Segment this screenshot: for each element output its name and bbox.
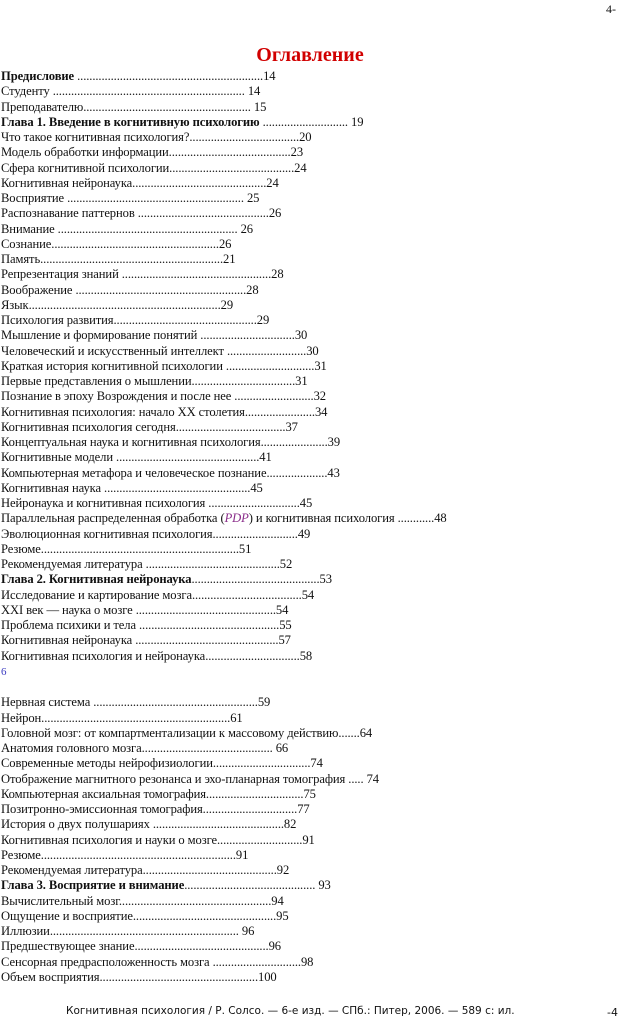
toc-entry-leader: ........................................................ xyxy=(72,282,247,297)
toc-entry-leader: ........................................................... xyxy=(54,221,241,236)
toc-entry-label-after: ) и когнитивная психология xyxy=(248,511,395,526)
toc-section-1b xyxy=(1,481,616,512)
toc-entry[interactable] xyxy=(1,588,616,603)
toc-entry-label: Нейрон xyxy=(1,710,42,725)
toc-entry[interactable] xyxy=(1,802,616,817)
toc-entry[interactable] xyxy=(1,955,616,970)
toc-entry-label: Распознавание паттернов xyxy=(1,206,135,221)
toc-entry[interactable] xyxy=(1,237,616,252)
toc-entry-label: Рекомендуемая литература xyxy=(1,863,143,877)
toc-entry-label: Глава 1. Введение в когнитивную психологию xyxy=(1,114,260,129)
toc-entry-label: Преподавателю xyxy=(1,99,84,114)
toc-entry-label: Когнитивная нейронаука xyxy=(1,633,133,648)
toc-entry[interactable] xyxy=(1,756,616,771)
toc-entry-page: 45 xyxy=(250,480,263,495)
toc-entry-leader: ....... xyxy=(338,725,360,740)
toc-entry-label: Когнитивная психология и науки о мозге xyxy=(1,832,217,847)
toc-entry-label: Предисловие xyxy=(1,69,75,83)
toc-entry-leader: ............................................... xyxy=(132,908,277,923)
toc-entry-label-before: Параллельная распределенная обработка ( xyxy=(1,511,225,526)
toc-entry[interactable] xyxy=(1,572,616,587)
toc-entry-page: 26 xyxy=(268,206,282,221)
toc-entry-leader: .................................. xyxy=(191,374,296,388)
toc-entry-label: Сенсорная предрасположенность мозга xyxy=(1,954,210,969)
toc-entry-page: 66 xyxy=(275,741,289,755)
toc-entry-leader: ............................. xyxy=(222,358,315,373)
toc-entry-page: 92 xyxy=(276,863,290,877)
toc-entry-leader: ............................................ xyxy=(142,863,277,877)
page-number-bottom: -4 xyxy=(607,1006,618,1019)
toc-entry[interactable] xyxy=(1,298,616,313)
toc-entry[interactable] xyxy=(1,542,616,557)
page-marker: 6 xyxy=(1,665,7,678)
toc-entry-label: Когнитивная психология: начало XX столетия xyxy=(1,404,245,419)
toc-entry-page: 24 xyxy=(266,175,279,190)
toc-section-1c xyxy=(1,527,616,664)
toc-entry-label: Головной мозг: от компартментализации к массовому действию xyxy=(1,725,339,740)
toc-entry[interactable] xyxy=(1,313,616,328)
toc-entry-pdp[interactable] xyxy=(1,511,616,526)
toc-entry-label: Отображение магнитного резонанса и эхо-планарная томография xyxy=(1,771,346,786)
toc-entry-page: 14 xyxy=(263,69,276,83)
toc-entry-page: 52 xyxy=(279,557,293,571)
toc-entry-leader: ............................................... xyxy=(132,633,279,648)
toc-entry[interactable] xyxy=(1,176,616,191)
toc-entry-label: Репрезентация знаний xyxy=(1,267,119,282)
toc-entry-page: 34 xyxy=(314,404,328,419)
toc-entry-leader: .......................................................... xyxy=(64,191,247,205)
toc-entry-label: История о двух полушариях xyxy=(1,817,150,832)
toc-entry-page: 58 xyxy=(299,648,313,663)
toc-entry-label: Компьютерная метафора и человеческое познание xyxy=(1,465,267,480)
toc-entry-leader: ....................... xyxy=(244,404,315,419)
toc-entry[interactable] xyxy=(1,817,616,832)
toc-entry-page: 30 xyxy=(306,343,319,358)
toc-entry-leader: ........................................... xyxy=(184,878,319,893)
toc-entry-page: 19 xyxy=(351,114,364,129)
toc-entry-label: Резюме xyxy=(1,541,41,556)
toc-entry-leader: ......................................... xyxy=(169,160,295,175)
toc-entry-page: 30 xyxy=(294,328,308,343)
toc-entry-page: 91 xyxy=(235,847,249,862)
toc-entry[interactable] xyxy=(1,389,616,404)
toc-entry-leader: ....................................................... xyxy=(51,236,219,251)
toc-entry-page: 14 xyxy=(247,84,261,99)
toc-entry-label: Исследование и картирование мозга xyxy=(1,587,192,602)
toc-entry-leader: ...................................................... xyxy=(90,695,258,710)
toc-entry-page: 21 xyxy=(223,252,236,266)
toc-section-2 xyxy=(1,695,616,985)
toc-entry-page: 96 xyxy=(268,939,281,954)
toc-entry-label: Восприятие xyxy=(1,191,65,205)
toc-entry-label: Объем восприятия xyxy=(1,969,100,984)
toc-entry-leader: ..... xyxy=(345,771,367,786)
toc-entry-leader: ................................ xyxy=(212,756,311,771)
toc-entry[interactable] xyxy=(1,222,616,237)
toc-entry-label: Психология развития xyxy=(1,313,114,327)
toc-entry[interactable] xyxy=(1,283,616,298)
toc-entry[interactable] xyxy=(1,649,616,664)
toc-entry-page: 57 xyxy=(278,633,291,648)
toc-entry-leader: .................... xyxy=(266,465,328,480)
toc-entry-label: Память xyxy=(1,252,41,266)
toc-entry-page: 28 xyxy=(246,282,259,297)
toc-entry-leader: ............................................................... xyxy=(28,297,221,312)
toc-entry-leader: ............................... xyxy=(197,328,295,343)
toc-entry[interactable] xyxy=(1,191,616,206)
toc-entry-label: XXI век — наука о мозге xyxy=(1,602,133,617)
toc-entry-leader: ............................................ xyxy=(142,557,280,571)
toc-entry-leader: .................................... xyxy=(191,587,302,602)
toc-entry[interactable] xyxy=(1,481,616,496)
toc-entry-label: Современные методы нейрофизиологии xyxy=(1,756,213,771)
toc-entry[interactable] xyxy=(1,894,616,909)
toc-entry-leader: ............................... xyxy=(202,802,298,816)
toc-entry[interactable] xyxy=(1,344,616,359)
toc-entry-label: Сознание xyxy=(1,236,52,251)
toc-entry-leader: ............................ xyxy=(216,832,303,847)
toc-entry-page: 39 xyxy=(327,435,341,449)
toc-entry[interactable] xyxy=(1,84,616,99)
footer-citation: Когнитивная психология / Р. Солсо. — 6-е изд. — СПб.: Питер, 2006. — 589 с: ил. xyxy=(66,1005,515,1017)
toc-entry[interactable] xyxy=(1,267,616,282)
toc-entry-leader: .................................................. xyxy=(118,893,272,908)
toc-entry-label: Познание в эпоху Возрождения и после нее xyxy=(1,389,232,404)
toc-entry-label: Когнитивная нейронаука xyxy=(1,175,133,190)
toc-entry-leader: .................................... xyxy=(189,130,300,144)
toc-entry-page: 37 xyxy=(285,419,298,434)
toc-entry[interactable] xyxy=(1,970,616,985)
toc-entry-page: 53 xyxy=(319,572,332,587)
toc-entry[interactable] xyxy=(1,939,616,954)
toc-entry[interactable] xyxy=(1,69,616,84)
toc-entry-page: 25 xyxy=(246,191,260,205)
toc-entry[interactable] xyxy=(1,145,616,160)
toc-entry-label: Ощущение и восприятие xyxy=(1,908,133,923)
toc-entry-leader: ............................ xyxy=(212,526,298,541)
toc-entry[interactable] xyxy=(1,527,616,542)
toc-entry-label: Краткая история когнитивной психологии xyxy=(1,358,223,373)
toc-entry-page: 91 xyxy=(302,832,315,847)
toc-entry-page: 54 xyxy=(275,602,289,617)
toc-entry[interactable] xyxy=(1,787,616,802)
toc-entry-leader: ....................................................... xyxy=(83,99,254,114)
blank-line xyxy=(1,680,616,695)
toc-entry[interactable] xyxy=(1,924,616,939)
toc-entry-label: Позитронно-эмиссионная томография xyxy=(1,802,203,816)
toc-entry-label: Воображение xyxy=(1,282,73,297)
toc-entry-label: Иллюзии xyxy=(1,924,50,938)
toc-entry-leader: ............ xyxy=(394,511,435,526)
table-of-contents xyxy=(1,69,616,985)
toc-entry-page: 59 xyxy=(257,695,271,710)
toc-entry-page: 29 xyxy=(256,313,270,327)
toc-entry[interactable] xyxy=(1,161,616,176)
toc-entry-label: Концептуальная наука и когнитивная психология xyxy=(1,435,261,449)
toc-entry-page: 75 xyxy=(303,786,316,801)
toc-entry[interactable] xyxy=(1,633,616,648)
page-number-top: 4- xyxy=(606,2,616,16)
toc-entry[interactable] xyxy=(1,100,616,115)
toc-entry-page: 77 xyxy=(297,802,310,816)
toc-entry-label: Студенту xyxy=(1,84,50,99)
toc-entry-page: 55 xyxy=(279,618,292,632)
toc-entry[interactable] xyxy=(1,909,616,924)
toc-entry-page: 94 xyxy=(271,893,284,908)
toc-entry[interactable] xyxy=(1,496,616,511)
toc-entry-label: Рекомендуемая литература xyxy=(1,557,143,571)
toc-entry[interactable] xyxy=(1,711,616,726)
toc-entry-label: Глава 3. Восприятие и внимание xyxy=(1,878,185,893)
toc-entry-leader: ................................................. xyxy=(118,267,272,282)
toc-entry-label: Внимание xyxy=(1,221,55,236)
toc-entry-page: 100 xyxy=(258,969,277,984)
toc-entry-label: Проблема психики и тела xyxy=(1,618,136,632)
toc-entry-page: 74 xyxy=(310,756,323,771)
toc-entry-page: 45 xyxy=(299,496,313,510)
toc-entry[interactable] xyxy=(1,420,616,435)
toc-entry-leader: ............................................................... xyxy=(49,84,248,99)
toc-entry[interactable] xyxy=(1,206,616,221)
toc-entry-page: 15 xyxy=(253,99,267,114)
toc-entry-leader: ............................................... xyxy=(112,450,260,465)
toc-entry-page: 31 xyxy=(295,374,308,388)
toc-entry-page: 95 xyxy=(276,908,289,923)
toc-entry-leader: .......................... xyxy=(223,343,307,358)
toc-entry-leader: ................................................................. xyxy=(40,541,239,556)
toc-entry-leader: ................................................................ xyxy=(40,847,236,862)
toc-entry-leader: ............................................... xyxy=(113,313,257,327)
toc-entry-leader: ............................................................. xyxy=(74,69,264,83)
toc-entry-label: Глава 2. Когнитивная нейронаука xyxy=(1,572,192,587)
toc-entry-page: 20 xyxy=(299,130,312,144)
toc-entry-page: 28 xyxy=(271,267,284,282)
toc-entry-leader: .................................................... xyxy=(99,969,259,984)
toc-entry[interactable] xyxy=(1,405,616,420)
toc-entry-page: 48 xyxy=(434,511,447,526)
toc-entry-leader: .............................................. xyxy=(132,602,276,617)
toc-entry-leader: ............................ xyxy=(259,114,352,129)
toc-entry[interactable] xyxy=(1,328,616,343)
toc-entry-page: 41 xyxy=(259,450,272,465)
toc-entry[interactable] xyxy=(1,359,616,374)
toc-entry-label: Человеческий и искусственный интеллект xyxy=(1,343,224,358)
toc-entry-label: Когнитивные модели xyxy=(1,450,113,465)
toc-entry[interactable] xyxy=(1,863,616,878)
page-marker-line xyxy=(1,664,616,680)
toc-entry-page: 31 xyxy=(314,358,327,373)
toc-entry-page: 82 xyxy=(283,817,297,832)
toc-entry-page: 74 xyxy=(366,771,379,786)
toc-entry-page: 24 xyxy=(294,160,307,175)
toc-entry-label: Когнитивная наука xyxy=(1,480,101,495)
toc-entry-page: 49 xyxy=(297,526,311,541)
toc-entry-leader: ................................ xyxy=(205,786,304,801)
toc-entry-label: Эволюционная когнитивная психология xyxy=(1,526,213,541)
toc-entry-leader: .......................... xyxy=(231,389,314,404)
toc-entry[interactable] xyxy=(1,726,616,741)
toc-entry-label: Анатомия головного мозга xyxy=(1,741,142,755)
toc-entry[interactable] xyxy=(1,130,616,145)
toc-entry-label: Язык xyxy=(1,297,29,312)
page-title: Оглавление xyxy=(256,44,364,66)
toc-entry-leader: .............................................. xyxy=(135,618,280,632)
toc-entry[interactable] xyxy=(1,115,616,130)
toc-entry-label: Компьютерная аксиальная томография xyxy=(1,786,206,801)
toc-entry-label: Первые представления о мышлении xyxy=(1,374,192,388)
toc-entry-leader: ........................................... xyxy=(141,741,276,755)
toc-entry-label: Когнитивная психология сегодня xyxy=(1,419,176,434)
toc-entry[interactable] xyxy=(1,878,616,893)
toc-entry-label: Нейронаука и когнитивная психология xyxy=(1,496,206,510)
toc-entry[interactable] xyxy=(1,603,616,618)
toc-entry-leader: .................................... xyxy=(175,419,286,434)
toc-entry[interactable] xyxy=(1,557,616,572)
toc-entry-leader: .......................................... xyxy=(191,572,320,587)
toc-entry-leader: ............................................................ xyxy=(40,252,224,266)
toc-section-1 xyxy=(1,69,616,466)
toc-entry[interactable] xyxy=(1,435,616,450)
toc-entry-page: 98 xyxy=(300,954,314,969)
toc-entry-leader: ........................................ xyxy=(168,145,291,160)
toc-entry-leader: .............................................................. xyxy=(41,710,231,725)
toc-entry[interactable] xyxy=(1,374,616,389)
pdp-abbreviation: PDP xyxy=(224,511,249,526)
toc-entry-label: Что такое когнитивная психология? xyxy=(1,130,190,144)
toc-entry-label: Предшествующее знание xyxy=(1,939,135,954)
toc-entry-page: 96 xyxy=(241,924,255,938)
toc-entry-leader: ............................... xyxy=(205,648,300,663)
toc-entry[interactable] xyxy=(1,450,616,465)
toc-entry-page: 26 xyxy=(218,236,232,251)
toc-entry-page: 23 xyxy=(290,145,304,160)
toc-entry-leader: ................................................ xyxy=(100,480,251,495)
toc-entry-page: 43 xyxy=(327,465,340,480)
toc-entry-label: Мышление и формирование понятий xyxy=(1,328,198,343)
toc-entry-leader: ............................................ xyxy=(134,939,269,954)
toc-entry-label: Резюме xyxy=(1,847,41,862)
toc-entry-label: Вычислительный мозг xyxy=(1,893,119,908)
toc-entry[interactable] xyxy=(1,833,616,848)
toc-entry-label: Нервная система xyxy=(1,695,91,710)
toc-entry-leader: .............................. xyxy=(205,496,300,510)
toc-entry-page: 51 xyxy=(238,541,252,556)
toc-entry[interactable] xyxy=(1,741,616,756)
toc-entry-leader: .............................................................. xyxy=(49,924,242,938)
toc-entry-page: 29 xyxy=(220,297,234,312)
toc-entry-metaphor[interactable] xyxy=(1,466,616,481)
toc-entry-page: 61 xyxy=(230,710,243,725)
toc-entry-label: Когнитивная психология и нейронаука xyxy=(1,648,206,663)
toc-entry-page: 26 xyxy=(240,221,253,236)
toc-entry-page: 54 xyxy=(301,587,315,602)
toc-entry-page: 32 xyxy=(313,389,326,404)
toc-entry-label: Модель обработки информации xyxy=(1,145,169,160)
toc-entry-leader: ........................................... xyxy=(134,206,269,221)
toc-entry[interactable] xyxy=(1,772,616,787)
toc-entry-page: 93 xyxy=(318,878,331,893)
toc-entry-leader: ............................. xyxy=(209,954,301,969)
toc-entry-leader: ........................................... xyxy=(149,817,284,832)
toc-entry[interactable] xyxy=(1,695,616,710)
toc-entry-label: Сфера когнитивной психологии xyxy=(1,160,170,175)
toc-entry[interactable] xyxy=(1,848,616,863)
toc-entry[interactable] xyxy=(1,252,616,267)
toc-entry[interactable] xyxy=(1,618,616,633)
toc-entry-page: 64 xyxy=(359,725,373,740)
toc-entry-leader: ............................................ xyxy=(132,175,267,190)
toc-entry-leader: ...................... xyxy=(260,435,328,449)
